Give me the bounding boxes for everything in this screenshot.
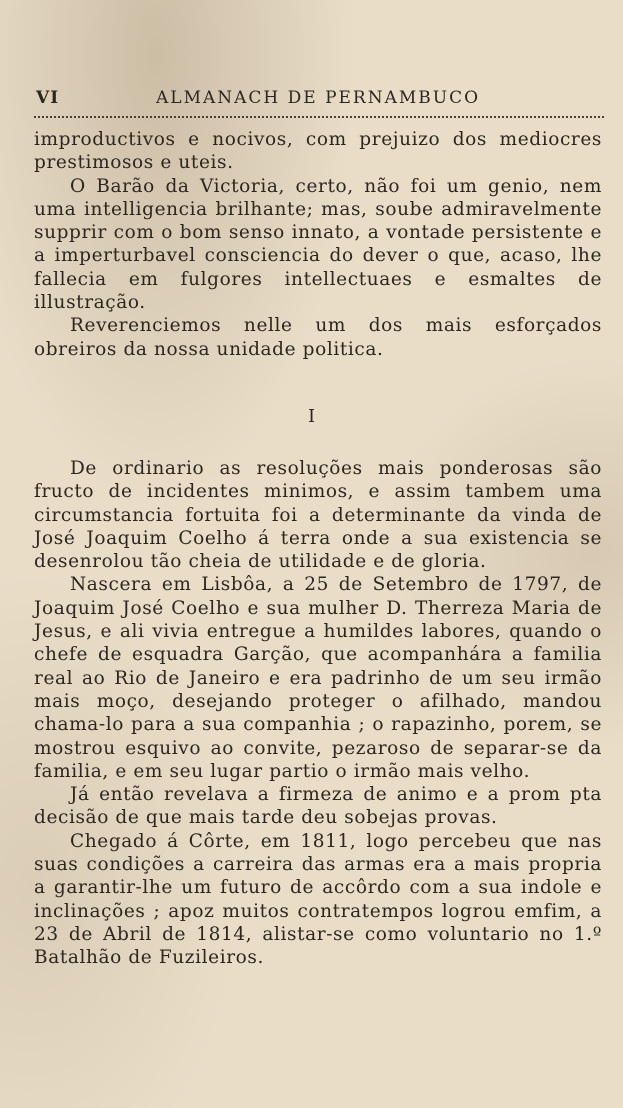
header-divider (34, 116, 604, 122)
paragraph: improductivos e nocivos, com prejuizo dos mediocres prestimosos e uteis. (34, 129, 602, 174)
text-block-top (34, 128, 602, 361)
text-block-bottom (34, 457, 602, 970)
running-title: ALMANACH DE PERNAMBUCO (156, 88, 481, 108)
paragraph: Já então revelava a firmeza de animo e a prom pta decisão de que mais tarde deu sobejas provas. (34, 784, 602, 829)
paragraph: Nascera em Lisbôa, a 25 de Setembro de 1797, de Joaquim José Coelho e sua mulher D. Therreza Maria de Jesus, e ali vivia entregue a humildes labores, quando o chefe de esquadra Garção, que acompanhára a familia real ao Rio de Janeiro e era padrinho de um seu irmão mais moço, desejando proteger o afilhado, mandou chama-lo para a sua companhia ; o rapazinho, porem, se mostrou esquivo ao convite, pezaroso de separar-se da familia, e em seu lugar partio o irmão mais velho. (34, 574, 602, 782)
paragraph: Chegado á Côrte, em 1811, logo percebeu que nas suas condições a carreira das armas era a mais propria a garantir-lhe um futuro de accôrdo com a sua indole e inclinações ; apoz muitos contratempos logrou emfim, a 23 de Abril de 1814, alistar-se como voluntario no 1.º Batalhão de Fuzileiros. (34, 830, 602, 969)
paragraph: De ordinario as resoluções mais ponderosas são fructo de incidentes minimos, e assim tambem uma circumstancia fortuita foi a determinante da vinda de José Joaquim Coelho á terra onde a sua existencia se desenrolou tão cheia de utilidade e de gloria. (34, 458, 602, 573)
page-number: VI (36, 88, 60, 108)
paragraph: O Barão da Victoria, certo, não foi um genio, nem uma intelligencia brilhante; mas, soube admiravelmente supprir com o bom senso innato, a vontade persistente e a imperturbavel consciencia do dever o que, acaso, lhe fallecia em fulgores intellectuaes e esmaltes de illustração. (34, 175, 602, 314)
section-heading: I (307, 406, 316, 427)
paragraph: Reverenciemos nelle um dos mais esforçados obreiros da nossa unidade politica. (34, 315, 602, 360)
